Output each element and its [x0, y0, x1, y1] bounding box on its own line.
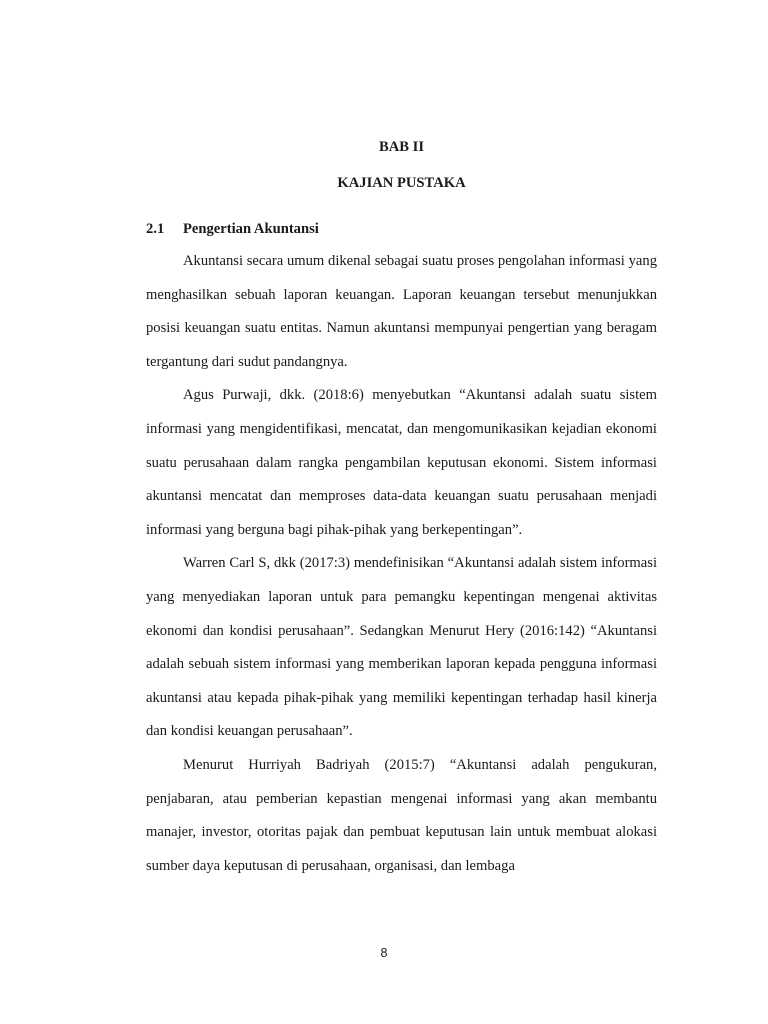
chapter-title: KAJIAN PUSTAKA	[337, 175, 466, 191]
section-title: Pengertian Akuntansi	[183, 221, 319, 237]
paragraph-3: Warren Carl S, dkk (2017:3) mendefinisikan “Akuntansi adalah sistem informasi yang menyediakan laporan untuk para pemangku kepentingan mengenai aktivitas ekonomi dan kondisi perusahaan”. Sedangkan Menurut Hery (2016:142) “Akuntansi adalah sebuah sistem informasi yang memberikan laporan kepada pengguna informasi akuntansi atau kepada pihak-pihak yang memiliki kepentingan terhadap hasil kinerja dan kondisi keuangan perusahaan”.	[146, 555, 657, 740]
section-number: 2.1	[146, 221, 165, 237]
paragraph-2: Agus Purwaji, dkk. (2018:6) menyebutkan “Akuntansi adalah suatu sistem informasi yang mengidentifikasi, mencatat, dan mengomunikasikan kejadian ekonomi suatu perusahaan dalam rangka pengambilan keputusan ekonomi. Sistem informasi akuntansi mencatat dan memproses data-data keuangan suatu perusahaan menjadi informasi yang berguna bagi pihak-pihak yang berkepentingan”.	[146, 387, 657, 538]
page-number: 8	[380, 946, 388, 960]
paragraph-1: Akuntansi secara umum dikenal sebagai suatu proses pengolahan informasi yang menghasilkan sebuah laporan keuangan. Laporan keuangan tersebut menunjukkan posisi keuangan suatu entitas. Namun akuntansi mempunyai pengertian yang beragam tergantung dari sudut pandangnya.	[146, 253, 657, 370]
section-heading	[146, 213, 657, 245]
page-content	[146, 131, 657, 883]
chapter-number: BAB II	[378, 139, 424, 155]
paragraph-4: Menurut Hurriyah Badriyah (2015:7) “Akuntansi adalah pengukuran, penjabaran, atau pemberian kepastian mengenai informasi yang akan membantu manajer, investor, otoritas pajak dan pembuat keputusan lain untuk membuat alokasi sumber daya keputusan di perusahaan, organisasi, dan lembaga	[146, 756, 657, 874]
